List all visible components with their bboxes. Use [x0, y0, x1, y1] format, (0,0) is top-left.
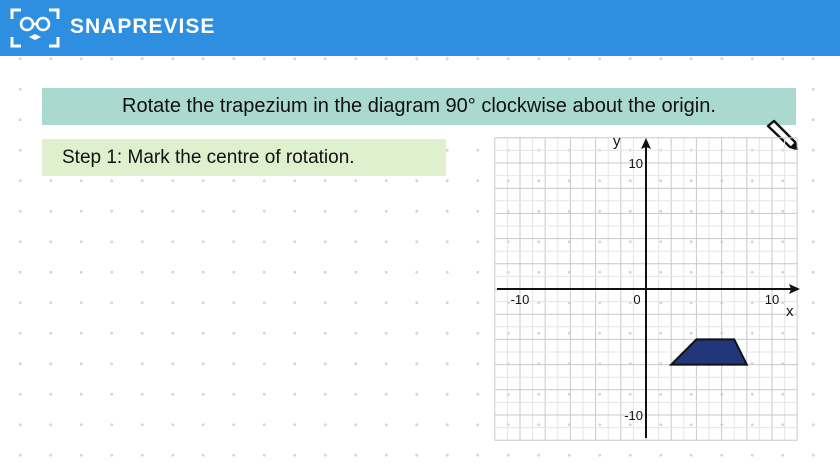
x-tick-label: -10	[510, 292, 530, 307]
y-tick-label: -10	[624, 408, 643, 423]
y-axis-label: y	[613, 133, 621, 150]
x-tick-label: 0	[633, 292, 641, 307]
y-tick-label: 10	[628, 156, 643, 171]
x-tick-labels	[511, 292, 780, 307]
axes	[497, 138, 800, 438]
x-axis-label: x	[786, 303, 794, 320]
x-tick-label: 10	[764, 292, 780, 307]
question-text: Rotate the trapezium in the diagram 90° clockwise about the origin.	[122, 95, 716, 117]
trapezium	[671, 339, 747, 364]
step-text: Step 1: Mark the centre of rotation.	[62, 146, 355, 168]
brand-name: SNAPREVISE	[70, 15, 216, 38]
